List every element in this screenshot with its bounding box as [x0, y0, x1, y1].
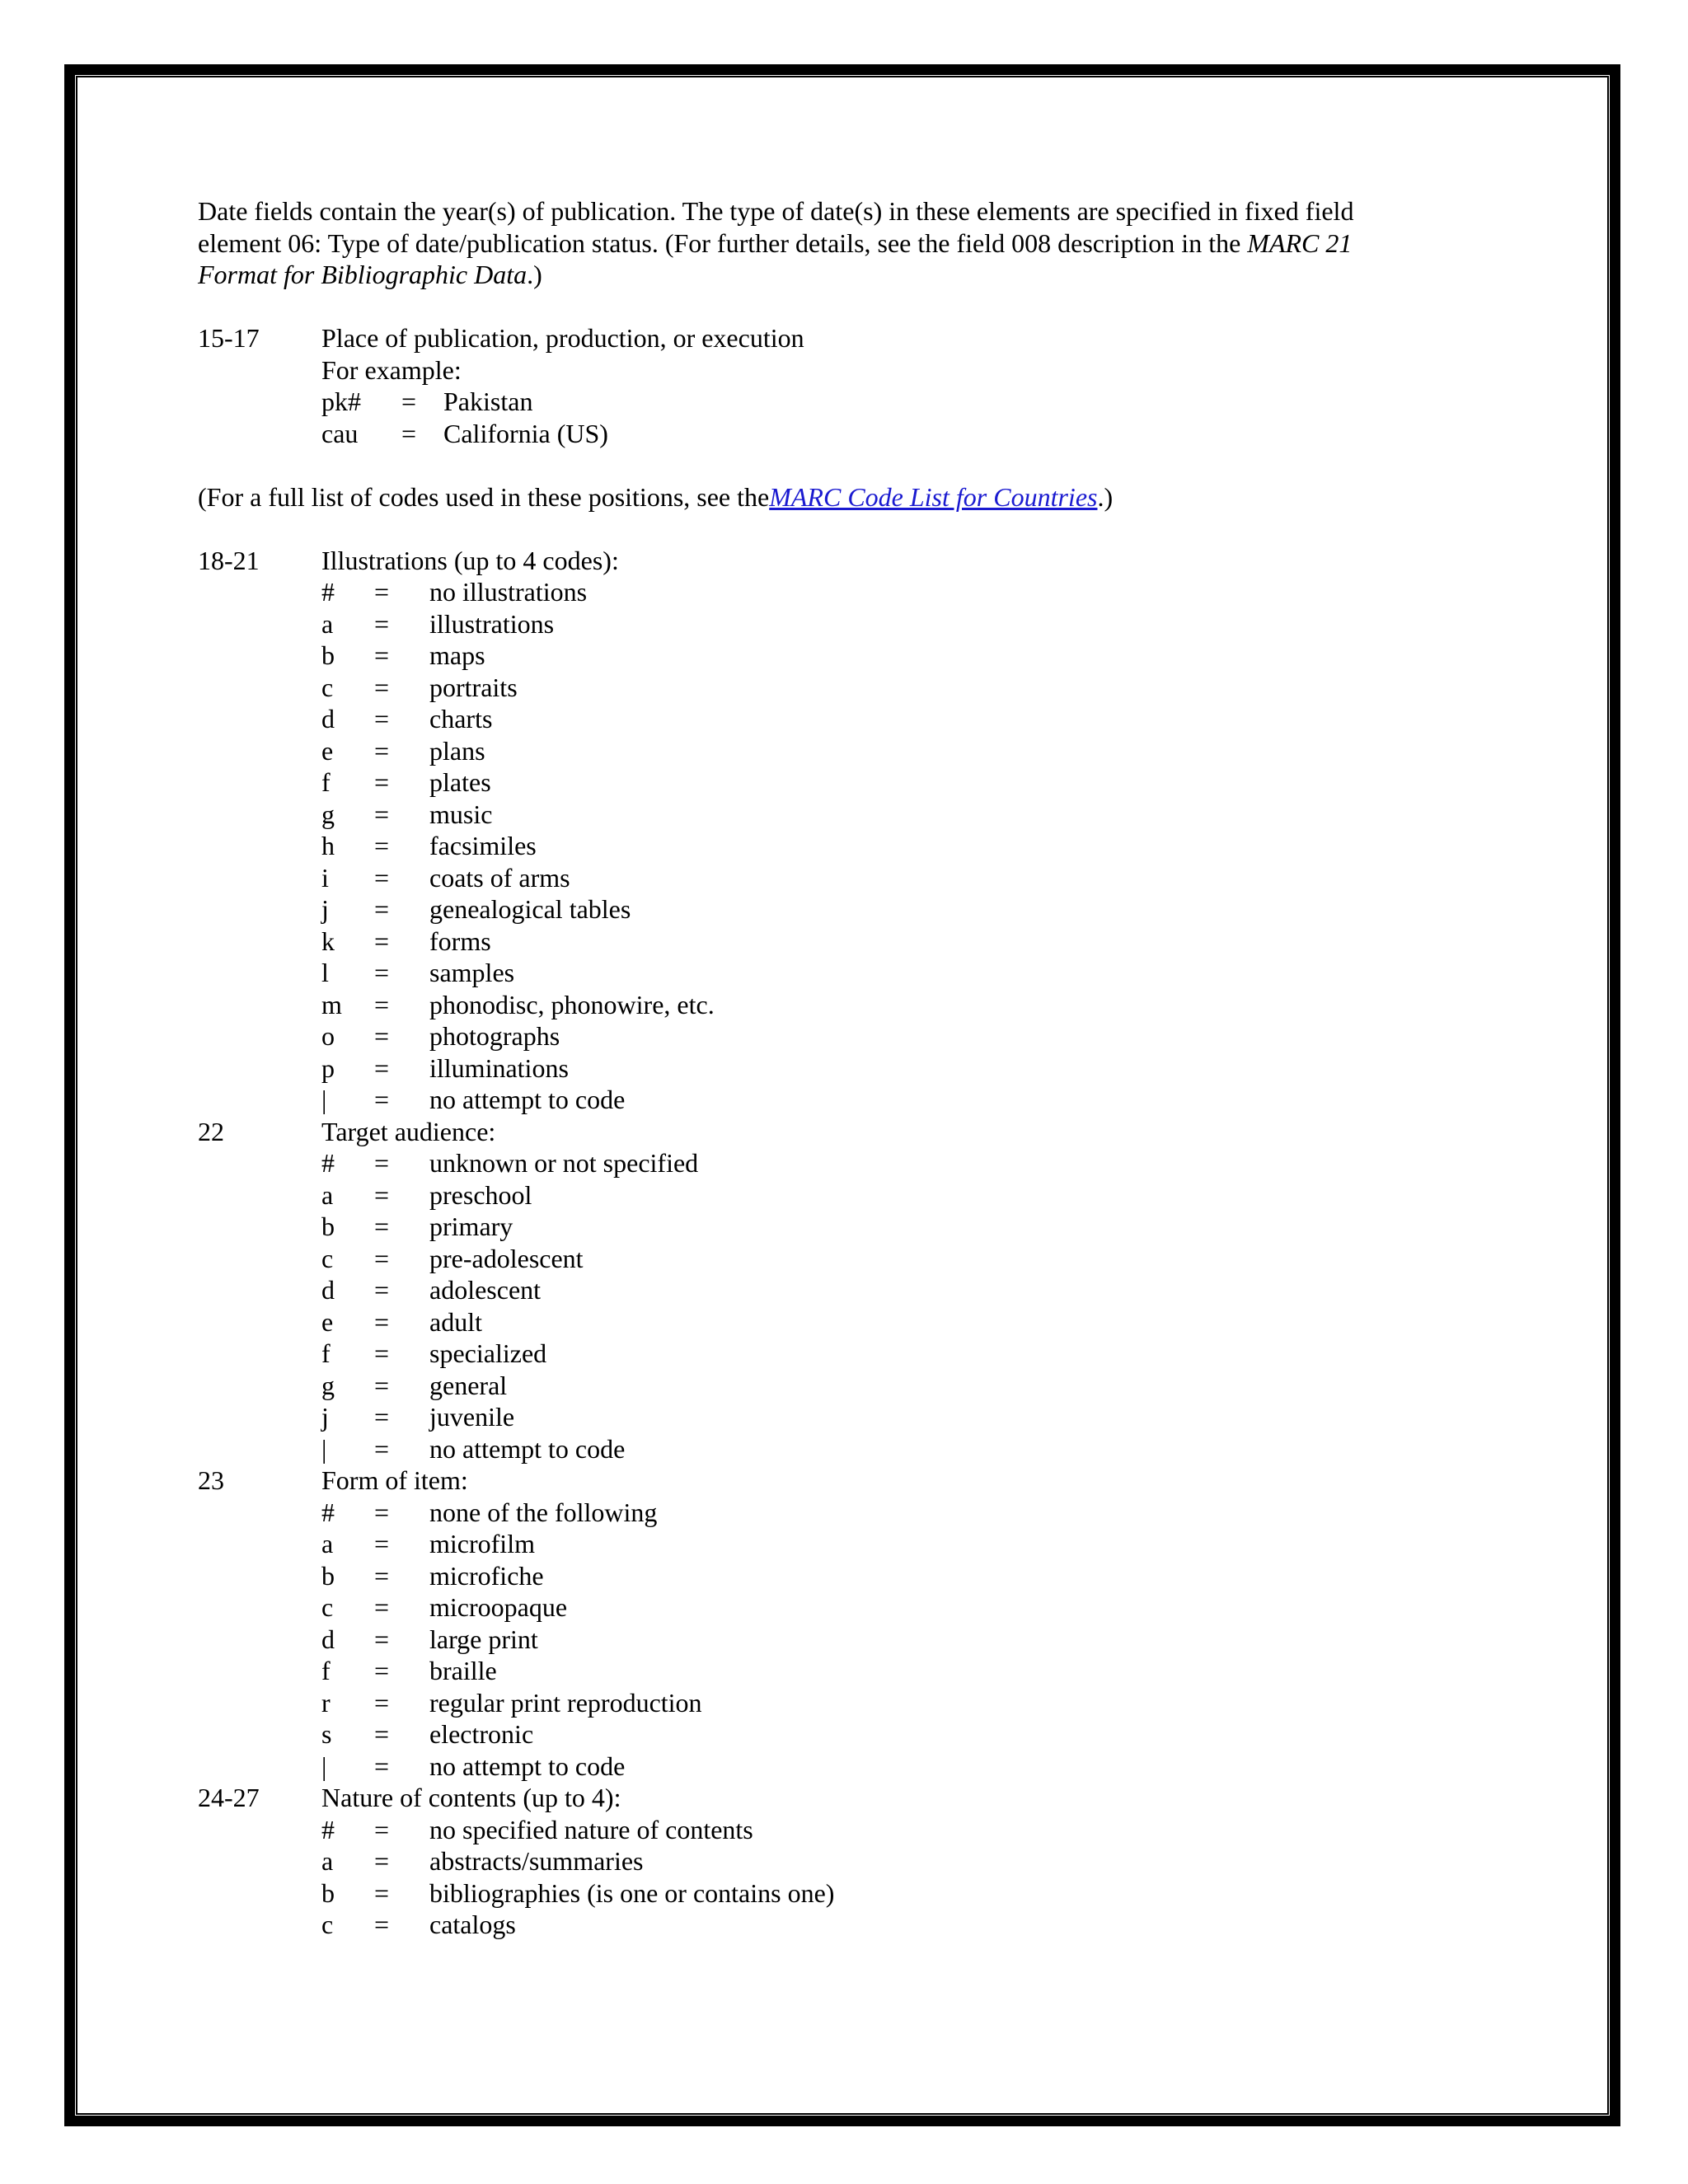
equals-sign: = [374, 1497, 390, 1527]
code-description: portraits [429, 672, 518, 702]
equals-sign: = [374, 831, 390, 860]
code-description: samples [429, 958, 515, 987]
code-value: g [321, 799, 335, 829]
equals-sign: = [374, 894, 390, 924]
code-description: no attempt to code [429, 1433, 626, 1464]
code-description: phonodisc, phonowire, etc. [429, 989, 715, 1019]
equals-sign: = [374, 1370, 390, 1400]
code-description: illustrations [429, 608, 555, 639]
equals-sign: = [374, 672, 390, 702]
code-description: pre-adolescent [429, 1243, 584, 1273]
code-value: a [321, 1179, 334, 1210]
note-closing: .) [1097, 481, 1114, 512]
code-value: e [321, 735, 334, 766]
section-label: Illustrations (up to 4 codes): [321, 545, 619, 575]
country-codes-note [198, 481, 1434, 513]
code-description: adolescent [429, 1275, 542, 1305]
equals-sign: = [374, 1021, 390, 1051]
code-value: k [321, 926, 335, 956]
equals-sign: = [374, 640, 390, 670]
code-row [198, 1624, 1434, 1656]
code-row [198, 1497, 1434, 1529]
equals-sign: = [374, 989, 390, 1019]
equals-sign: = [374, 1433, 390, 1464]
code-value: cau [321, 418, 359, 448]
code-row [198, 640, 1434, 672]
code-row [198, 735, 1434, 767]
code-value: c [321, 672, 334, 702]
position-number: 18-21 [198, 545, 260, 575]
code-row [198, 1147, 1434, 1179]
equals-sign: = [374, 1877, 390, 1908]
equals-sign: = [374, 799, 390, 829]
equals-sign: = [374, 1592, 390, 1622]
code-description: no specified nature of contents [429, 1814, 753, 1844]
code-value: # [321, 1148, 335, 1178]
code-row [198, 1814, 1434, 1846]
code-description: regular print reproduction [429, 1687, 702, 1718]
code-description: juvenile [429, 1402, 515, 1432]
code-description: no attempt to code [429, 1750, 626, 1781]
equals-sign: = [374, 958, 390, 987]
place-section-header [198, 322, 1434, 354]
code-description: genealogical tables [429, 894, 631, 924]
code-value: b [321, 1877, 335, 1908]
code-description: no attempt to code [429, 1085, 626, 1114]
code-row [198, 893, 1434, 926]
section-label: Place of publication, production, or execution [321, 323, 804, 353]
equals-sign: = [374, 1750, 390, 1781]
equals-sign: = [374, 1687, 390, 1718]
equals-sign: = [374, 1085, 390, 1114]
equals-sign: = [374, 735, 390, 766]
equals-sign: = [374, 1529, 390, 1558]
code-value: f [321, 1656, 331, 1685]
note-text: (For a full list of codes used in these positions, see the [198, 481, 770, 512]
code-description: charts [429, 704, 493, 733]
code-row [198, 1718, 1434, 1750]
equals-sign: = [374, 1814, 390, 1844]
code-value: j [321, 894, 329, 924]
code-row [198, 766, 1434, 799]
code-value: a [321, 608, 334, 639]
code-row [198, 1909, 1434, 1941]
equals-sign: = [374, 1148, 390, 1178]
code-value: d [321, 1275, 335, 1305]
code-description: catalogs [429, 1910, 516, 1939]
equals-sign: = [401, 387, 417, 416]
code-row [198, 576, 1434, 608]
code-value: r [321, 1687, 331, 1718]
intro-paragraph [198, 195, 1434, 291]
code-value: d [321, 1624, 335, 1654]
code-value: pk# [321, 387, 361, 416]
code-value: d [321, 704, 335, 733]
code-description: abstracts/summaries [429, 1846, 644, 1876]
code-row [198, 989, 1434, 1021]
code-value: f [321, 1338, 331, 1368]
code-description: unknown or not specified [429, 1148, 699, 1178]
equals-sign: = [374, 1052, 390, 1083]
code-row [198, 1433, 1434, 1465]
equals-sign: = [374, 1338, 390, 1368]
intro-closing: .) [527, 260, 542, 289]
section-label: Nature of contents (up to 4): [321, 1783, 621, 1812]
position-number: 22 [198, 1116, 224, 1146]
code-row [198, 1877, 1434, 1910]
code-value: # [321, 1497, 335, 1527]
code-row [198, 1401, 1434, 1433]
code-value: s [321, 1719, 332, 1749]
code-row [198, 1052, 1434, 1085]
example-label: For example: [321, 354, 462, 385]
code-value: # [321, 577, 335, 607]
code-value: a [321, 1529, 334, 1558]
code-value: | [321, 1085, 327, 1114]
example-row [198, 418, 1434, 450]
code-value: i [321, 862, 329, 893]
code-value: f [321, 767, 331, 797]
position-number: 24-27 [198, 1783, 260, 1812]
code-description: no illustrations [429, 577, 588, 607]
code-description: braille [429, 1656, 497, 1685]
intro-italic-title: MARC 21 Format for Bibliographic Data [198, 227, 1353, 289]
code-row [198, 1528, 1434, 1560]
document-content [198, 195, 1434, 1941]
code-description: specialized [429, 1338, 547, 1368]
code-row [198, 1845, 1434, 1877]
code-value: g [321, 1370, 335, 1400]
code-description: microfiche [429, 1560, 544, 1591]
section-header [198, 1465, 1434, 1497]
code-description: forms [429, 926, 491, 956]
code-description: microopaque [429, 1592, 568, 1622]
code-value: c [321, 1243, 334, 1273]
code-description: general [429, 1370, 508, 1400]
code-row [198, 1274, 1434, 1306]
code-row [198, 1211, 1434, 1243]
code-description: primary [429, 1212, 513, 1241]
code-description: electronic [429, 1719, 534, 1749]
code-row [198, 1243, 1434, 1275]
code-row [198, 830, 1434, 862]
code-row [198, 1338, 1434, 1370]
code-row [198, 1687, 1434, 1719]
code-description: Pakistan [443, 387, 533, 416]
code-row [198, 1591, 1434, 1624]
code-value: m [321, 989, 342, 1019]
code-value: a [321, 1846, 334, 1876]
code-description: preschool [429, 1179, 532, 1210]
code-row [198, 1370, 1434, 1402]
code-description: California (US) [443, 418, 608, 448]
section-label: Target audience: [321, 1116, 496, 1146]
code-value: c [321, 1910, 334, 1939]
equals-sign: = [374, 767, 390, 797]
code-description: plans [429, 735, 485, 766]
equals-sign: = [374, 608, 390, 639]
code-value: p [321, 1052, 335, 1083]
position-number: 23 [198, 1465, 224, 1495]
code-row [198, 1750, 1434, 1783]
code-row [198, 1020, 1434, 1052]
code-description: coats of arms [429, 862, 570, 893]
code-row [198, 1084, 1434, 1116]
country-codes-link[interactable]: MARC Code List for Countries [769, 481, 1098, 512]
code-value: | [321, 1750, 327, 1781]
code-description: microfilm [429, 1529, 535, 1558]
code-value: j [321, 1402, 329, 1432]
code-description: facsimiles [429, 831, 537, 860]
equals-sign: = [374, 704, 390, 733]
code-sections [198, 545, 1434, 1941]
section-header [198, 1782, 1434, 1814]
code-row [198, 672, 1434, 704]
code-value: h [321, 831, 335, 860]
equals-sign: = [374, 1402, 390, 1432]
code-value: b [321, 1212, 335, 1241]
code-value: l [321, 958, 329, 987]
code-value: e [321, 1306, 334, 1337]
code-description: plates [429, 767, 491, 797]
code-description: photographs [429, 1021, 560, 1051]
equals-sign: = [374, 1212, 390, 1241]
code-row [198, 1560, 1434, 1592]
equals-sign: = [374, 862, 390, 893]
code-row [198, 926, 1434, 958]
code-value: c [321, 1592, 334, 1622]
position-number: 15-17 [198, 323, 260, 353]
equals-sign: = [374, 926, 390, 956]
equals-sign: = [374, 1624, 390, 1654]
code-value: | [321, 1433, 327, 1464]
equals-sign: = [374, 1560, 390, 1591]
code-description: large print [429, 1624, 538, 1654]
code-row [198, 703, 1434, 735]
equals-sign: = [374, 577, 390, 607]
code-description: music [429, 799, 493, 829]
section-header [198, 545, 1434, 577]
code-description: adult [429, 1306, 482, 1337]
code-description: maps [429, 640, 485, 670]
code-description: illuminations [429, 1052, 569, 1083]
section-label: Form of item: [321, 1465, 468, 1495]
code-row [198, 799, 1434, 831]
code-row [198, 1179, 1434, 1212]
code-row [198, 1655, 1434, 1687]
equals-sign: = [374, 1179, 390, 1210]
code-row [198, 608, 1434, 640]
equals-sign: = [374, 1719, 390, 1749]
code-row [198, 862, 1434, 894]
equals-sign: = [374, 1656, 390, 1685]
equals-sign: = [374, 1910, 390, 1939]
example-label-row [198, 354, 1434, 387]
intro-text: Date fields contain the year(s) of publication. The type of date(s) in these elements are specified in fixed field element 06: Type of date/publication status. (For further details, see the field 008 description in the [198, 196, 1354, 258]
code-value: o [321, 1021, 335, 1051]
equals-sign: = [401, 418, 417, 448]
code-description: none of the following [429, 1497, 658, 1527]
equals-sign: = [374, 1243, 390, 1273]
example-row [198, 386, 1434, 418]
equals-sign: = [374, 1306, 390, 1337]
code-value: # [321, 1814, 335, 1844]
equals-sign: = [374, 1275, 390, 1305]
equals-sign: = [374, 1846, 390, 1876]
code-row [198, 957, 1434, 989]
section-header [198, 1116, 1434, 1148]
code-value: b [321, 1560, 335, 1591]
code-description: bibliographies (is one or contains one) [429, 1877, 835, 1908]
code-row [198, 1306, 1434, 1338]
code-value: b [321, 640, 335, 670]
